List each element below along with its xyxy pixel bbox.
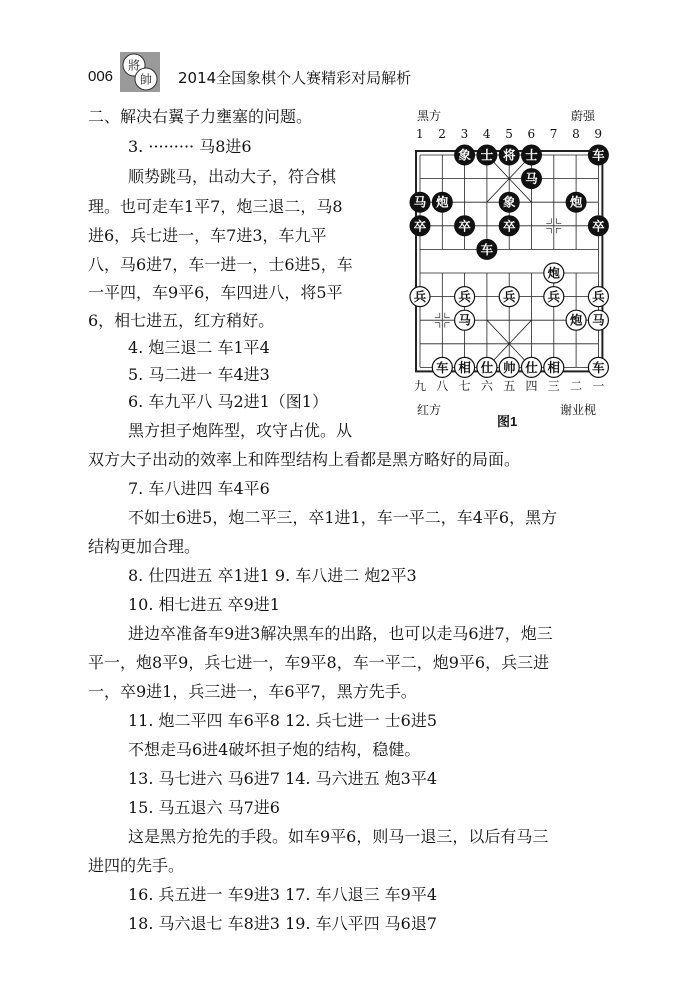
file-number: 1 <box>416 127 424 141</box>
file-number: 四 <box>525 379 538 393</box>
piece-label: 车 <box>592 359 605 375</box>
piece-label: 卒 <box>458 218 471 234</box>
commentary-line: 结构更加合理。 <box>88 537 201 556</box>
black-piece <box>455 145 475 165</box>
file-number: 一 <box>592 379 605 393</box>
book-title: 2014全国象棋个人赛精彩对局解析 <box>178 69 412 87</box>
red-piece <box>455 287 475 307</box>
commentary-line: 黑方担子炮阵型，攻守占优。从 <box>128 421 353 440</box>
piece-label: 仕 <box>480 359 494 375</box>
file-number: 六 <box>480 379 493 393</box>
commentary-line: 顺势跳马，出动大子，符合棋 <box>128 167 337 186</box>
piece-label: 车 <box>592 147 605 163</box>
red-piece <box>477 357 497 377</box>
red-piece <box>455 310 475 330</box>
black-piece <box>477 145 497 165</box>
piece-label: 兵 <box>458 289 471 305</box>
file-number: 6 <box>527 127 536 141</box>
piece-label: 马 <box>525 171 538 187</box>
file-number: 5 <box>505 127 513 141</box>
commentary-line: 八，马6进7，车一进一，士6进5，车 <box>88 255 353 274</box>
board-diagram <box>405 105 620 435</box>
file-number: 七 <box>458 379 471 393</box>
piece-label: 兵 <box>547 289 561 305</box>
section-heading: 二、解决右翼子力壅塞的问题。 <box>88 107 313 126</box>
black-piece <box>410 216 430 236</box>
piece-label: 炮 <box>547 265 561 281</box>
piece-label: 马 <box>413 194 427 210</box>
black-piece <box>588 216 608 236</box>
red-piece <box>544 263 564 283</box>
red-side-label: 红方 <box>417 403 442 417</box>
piece-label: 将 <box>502 147 516 163</box>
file-number: 三 <box>547 379 560 393</box>
piece-label: 马 <box>458 312 471 328</box>
red-piece <box>544 357 564 377</box>
piece-label: 仕 <box>525 359 538 375</box>
move-line: 11. 炮二平四 车6平8 12. 兵七进一 士6进5 <box>128 711 438 730</box>
commentary-line: 进边卒准备车9进3解决黑车的出路，也可以走马6进7，炮三 <box>128 624 553 643</box>
piece-label: 车 <box>436 359 449 375</box>
piece-label: 帅 <box>502 359 516 375</box>
commentary-line: 平一，炮8平9，兵七进一，车9平8，车一平二，炮9平6，兵三进 <box>88 653 550 672</box>
black-piece <box>477 239 497 259</box>
commentary-line: 双方大子出动的效率上和阵型结构上看都是黑方略好的局面。 <box>88 450 521 469</box>
red-piece <box>455 357 475 377</box>
logo-icon <box>120 52 160 92</box>
move-line: 15. 马五退六 马7进6 <box>128 798 280 817</box>
commentary-line: 这是黑方抢先的手段。如车9平6，则马一退三，以后有马三 <box>128 827 549 846</box>
red-piece <box>499 287 519 307</box>
commentary-line: 不想走马6进4破坏担子炮的结构，稳健。 <box>128 740 421 759</box>
black-piece <box>499 192 519 212</box>
black-piece <box>566 192 586 212</box>
move-line: 13. 马七进六 马6进7 14. 马六进五 炮3平4 <box>128 769 438 788</box>
commentary-line: 理。也可走车1平7，炮三退二，马8 <box>88 197 343 216</box>
commentary-line: 进6，兵七进一，车7进3，车九平 <box>88 226 327 245</box>
file-number: 二 <box>570 379 583 393</box>
piece-label: 相 <box>458 359 471 375</box>
move-line: 3. ········· 马8进6 <box>128 137 252 156</box>
commentary-line: 6，相七进五，红方稍好。 <box>88 311 275 330</box>
black-piece <box>522 145 542 165</box>
piece-label: 兵 <box>502 289 516 305</box>
black-piece <box>499 145 519 165</box>
black-piece <box>455 216 475 236</box>
move-line: 16. 兵五进一 车9进3 17. 车八退三 车9平4 <box>128 885 438 904</box>
file-number: 3 <box>460 127 469 141</box>
move-line: 6. 车九平八 马2进1（图1） <box>128 392 328 411</box>
piece-label: 卒 <box>413 218 427 234</box>
move-line: 5. 马二进一 车4进3 <box>128 365 270 384</box>
commentary-line: 一平四，车9平6，车四进八，将5平 <box>88 283 343 302</box>
black-side-label: 黑方 <box>417 109 442 123</box>
piece-label: 象 <box>458 147 471 163</box>
red-piece <box>588 310 608 330</box>
black-piece <box>588 145 608 165</box>
file-number: 8 <box>572 127 580 141</box>
file-number: 九 <box>414 379 427 393</box>
red-piece <box>588 357 608 377</box>
file-number: 八 <box>436 379 449 393</box>
move-line: 10. 相七进五 卒9进1 <box>128 595 280 614</box>
piece-label: 车 <box>480 241 494 257</box>
figure-caption: 图1 <box>497 414 518 429</box>
move-line: 8. 仕四进五 卒1进1 9. 车八进二 炮2平3 <box>128 566 417 585</box>
piece-label: 炮 <box>569 194 583 210</box>
piece-label: 兵 <box>592 289 605 305</box>
file-number: 五 <box>503 379 516 393</box>
logo-char-general: 將 <box>127 58 141 73</box>
piece-label: 象 <box>502 194 516 210</box>
black-piece <box>499 216 519 236</box>
commentary-line: 进四的先手。 <box>88 856 185 875</box>
piece-label: 炮 <box>569 312 583 328</box>
black-piece <box>432 192 452 212</box>
page-number: 006 <box>88 68 114 85</box>
piece-label: 卒 <box>502 218 516 234</box>
red-player-name: 谢业枧 <box>560 403 597 417</box>
black-piece <box>522 169 542 189</box>
red-piece <box>499 357 519 377</box>
commentary-line: 一，卒9进1，兵三进一，车6平7，黑方先手。 <box>88 682 417 701</box>
file-number: 4 <box>482 127 491 141</box>
xiangqi-board <box>405 143 620 403</box>
red-piece <box>566 310 586 330</box>
red-piece <box>410 287 430 307</box>
file-number: 7 <box>549 127 558 141</box>
move-line: 4. 炮三退二 车1平4 <box>128 338 270 357</box>
red-piece <box>522 357 542 377</box>
red-piece <box>432 357 452 377</box>
move-line: 18. 马六退七 车8进3 19. 车八平四 马6退7 <box>128 914 438 933</box>
piece-label: 卒 <box>592 218 605 234</box>
file-number: 9 <box>594 127 603 141</box>
file-number: 2 <box>438 127 446 141</box>
logo-char-marshal: 帥 <box>139 72 153 87</box>
piece-label: 兵 <box>413 289 427 305</box>
piece-label: 士 <box>525 147 538 163</box>
red-piece <box>588 287 608 307</box>
commentary-line: 不如士6进5，炮二平三，卒1进1，车一平二，车4平6，黑方 <box>128 508 558 527</box>
piece-label: 相 <box>547 359 561 375</box>
piece-label: 马 <box>592 312 605 328</box>
red-piece <box>544 287 564 307</box>
black-player-name: 蔚强 <box>571 109 596 123</box>
black-piece <box>410 192 430 212</box>
move-line: 7. 车八进四 车4平6 <box>128 479 270 498</box>
piece-label: 炮 <box>436 194 449 210</box>
piece-label: 士 <box>480 147 494 163</box>
